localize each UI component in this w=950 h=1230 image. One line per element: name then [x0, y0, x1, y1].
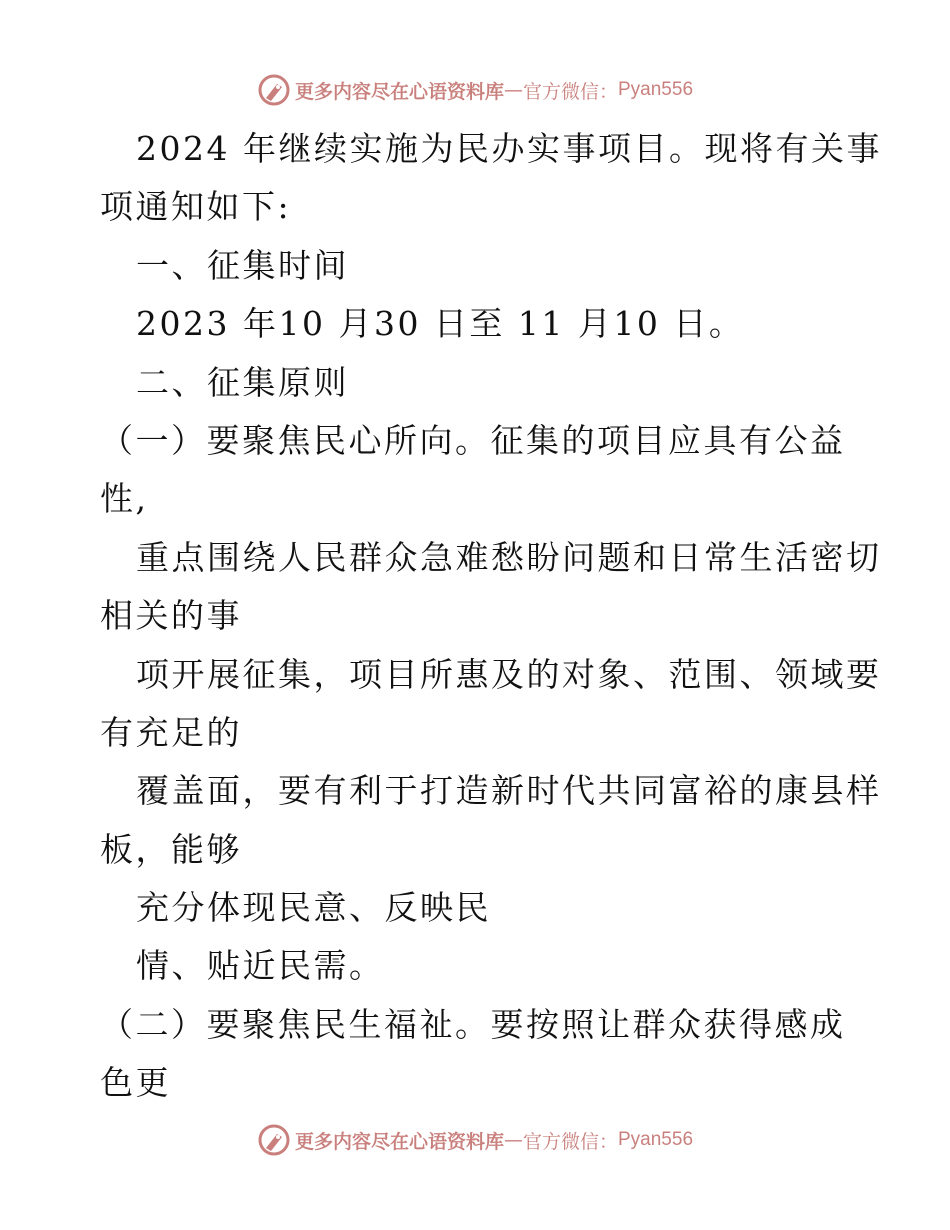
- body-line: 项开展征集，项目所惠及的对象、范围、领域要: [136, 654, 882, 694]
- banner-separator: —: [503, 79, 523, 101]
- body-line: 有充足的: [100, 712, 242, 752]
- body-line: （二）要聚焦民生福祉。要按照让群众获得感成: [100, 1004, 846, 1044]
- banner-wechat-id: Pyan556: [618, 79, 694, 100]
- section-heading: 二、征集原则: [136, 362, 349, 402]
- footer-watermark-banner: [0, 1120, 950, 1160]
- body-line: 覆盖面，要有利于打造新时代共同富裕的康县样: [136, 771, 882, 811]
- body-line: 板，能够: [100, 829, 242, 869]
- body-line: 色更: [100, 1063, 171, 1103]
- banner-wechat-label: 官方微信：: [522, 80, 618, 103]
- banner-text: 更多内容尽在心语资料库: [294, 80, 504, 103]
- document-body: [100, 120, 882, 1113]
- body-line: 性,: [100, 479, 149, 519]
- body-line: 充分体现民意、反映民: [136, 888, 491, 928]
- pen-nib-logo-icon: [257, 73, 291, 107]
- body-line: （一）要聚焦民心所向。征集的项目应具有公益: [100, 420, 846, 460]
- body-line: 2023 年10 月30 日至 11 月10 日。: [136, 304, 745, 344]
- banner-text: 更多内容尽在心语资料库: [294, 1130, 504, 1153]
- banner-wechat-label: 官方微信：: [522, 1130, 618, 1153]
- body-line: 相关的事: [100, 596, 242, 636]
- body-line: 2024 年继续实施为民办实事项目。现将有关事: [136, 129, 882, 168]
- body-line: 重点围绕人民群众急难愁盼问题和日常生活密切: [136, 537, 882, 577]
- header-watermark-banner: [0, 70, 950, 110]
- section-heading: 一、征集时间: [136, 245, 349, 285]
- banner-separator: —: [503, 1129, 523, 1151]
- banner-wechat-id: Pyan556: [618, 1129, 694, 1150]
- body-line: 情、贴近民需。: [136, 946, 385, 986]
- pen-nib-logo-icon: [257, 1123, 291, 1157]
- body-line: 项通知如下:: [100, 187, 292, 227]
